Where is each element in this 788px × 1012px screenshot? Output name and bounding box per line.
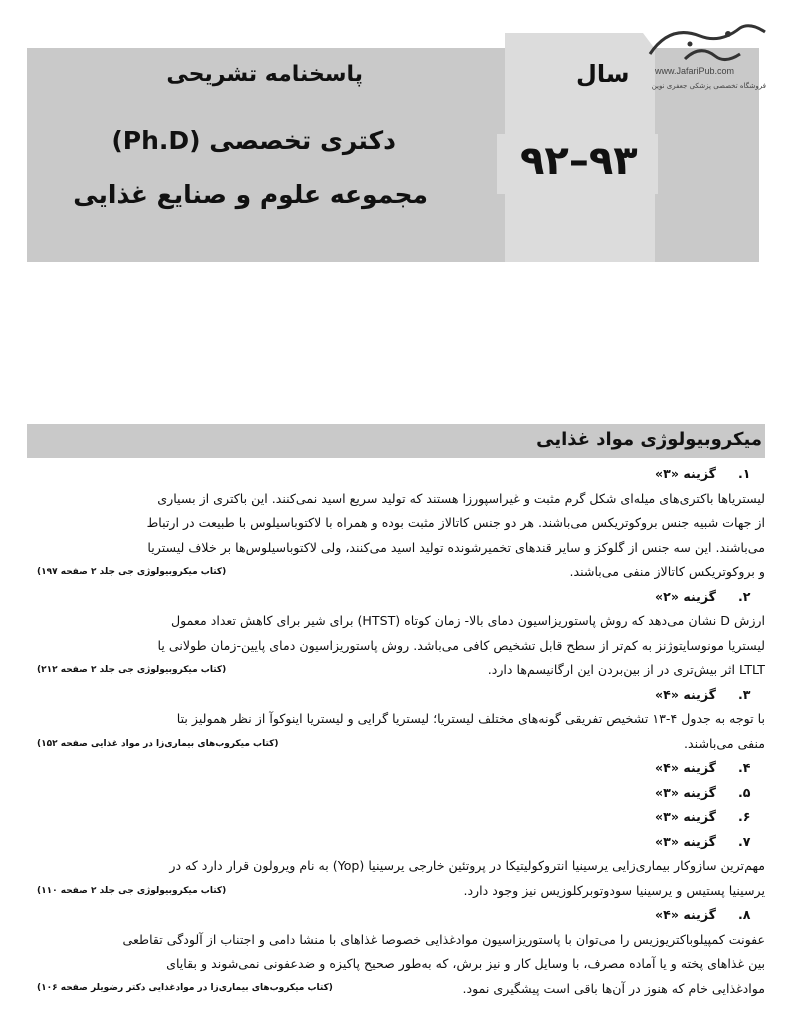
answer-explanation: عفونت کمپیلوباکتریوزیس را می‌توان با پاستوریزاسیون موادغذایی خصوصا غذاهای با منشا دامی و اجتناب از آلودگی تقاطعی بین غذاهای پخته و یا آماده مصرف، با وسایل کار و نیز برش، که به‌طور صحیح پاکیزه و ضدعفونی نمی‌شوند و بقایای موادغذایی خام که هنوز در آن‌ها باقی است پیشگیری نمود. [122,931,765,996]
question-number: .۷ [738,833,751,849]
answer-label: گزینه «۳» [654,466,716,481]
question-number: .۶ [738,809,751,824]
question-7 [37,830,765,904]
field-title: مجموعه علوم و صنایع غذایی [73,180,428,209]
answer-explanation: ارزش D نشان می‌دهد که روش پاستوریزاسیون دمای بالا- زمان کوتاه (HTST) برای شیر برای کاهش تعداد معمول لیستریا مونوسایتوژنز به کم‌تر از سطح قابل تشخیص کافی می‌باشد. روش پاستوریزاسیون دمای پایین-زمان طولانی یا LTLT اثر بیش‌تری در از بین‌بردن این ارگانیسم‌ها دارد. [157,613,765,677]
question-4 [37,756,765,781]
question-number: .۱ [738,466,751,481]
year-label: سال [576,60,630,88]
question-number: .۳ [738,686,751,702]
answer-label: گزینه «۲» [654,588,716,604]
logo-url: www.JafariPub.com [655,66,735,76]
answer-label: گزینه «۴» [654,686,716,702]
book-reference: (کتاب میکروبیولوژی جی جلد ۲ صفحه ۱۱۰) [37,885,227,896]
question-2 [37,585,765,683]
year-value: ۹۲–۹۳ [520,138,638,184]
book-reference: (کتاب میکروبیولوژی جی جلد ۲ صفحه ۱۹۷) [37,567,227,577]
book-reference: (کتاب میکروب‌های بیماری‌زا در موادغذایی دکتر رضویلر صفحه ۱۰۶) [37,983,333,993]
answer-label: گزینه «۳» [654,809,716,824]
section-title: میکروبیولوژی مواد غذایی [536,429,762,450]
answer-label: گزینه «۳» [654,784,716,800]
question-number: .۵ [738,784,751,800]
logo-tagline: فروشگاه تخصصی پزشکی جعفری نوین [651,82,766,90]
question-number: .۸ [738,907,751,922]
question-number: .۲ [738,588,751,604]
question-number: .۴ [738,760,751,775]
question-5 [37,781,765,806]
book-reference: (کتاب میکروب‌های بیماری‌زا در مواد غذایی صفحه ۱۵۲) [37,738,279,749]
answer-label: گزینه «۴» [654,760,716,775]
book-reference: (کتاب میکروبیولوژی جی جلد ۲ صفحه ۲۱۲) [37,664,227,675]
page-title: پاسخنامه تشریحی [166,62,363,87]
degree-title: دکتری تخصصی (Ph.D) [111,126,396,155]
question-3 [37,683,765,757]
answer-explanation: با توجه به جدول ۴-۱۳ تشخیص تفریقی گونه‌های مختلف لیستریا؛ لیستریا گرایی و لیستریا اینوکوآ از نظر همولیز بتا منفی می‌باشند. [176,711,765,751]
question-6 [37,805,765,830]
answer-explanation: لیستریاها باکتری‌های میله‌ای شکل گرم مثبت و غیراسپورزا هستند که تولید سریع اسید نمی‌کنند. این باکتری از بسیاری از جهات شبیه جنس بروکوتریکس می‌باشند. هر دو جنس کاتالاز مثبت بوده و همراه با لاکتوباسیلوس با طبیعت در ارتباط می‌باشند. این سه جنس از گلوکز و سایر قندهای تخمیرشونده تولید اسید می‌کنند، ولی لاکتوباسیلوس‌ها بر خلاف لیستریا و بروکوتریکس کاتالاز منفی می‌باشند. [146,490,765,579]
answer-explanation: مهم‌ترین سازوکار بیماری‌زایی یرسینیا انتروکولیتیکا در پروتئین خارجی یرسینیا (Yop) به نام ویرولون قرار دارد که در یرسینیا پستیس و یرسینیا سودوتوبرکلوزیس نیز وجود دارد. [169,858,765,898]
answer-label: گزینه «۳» [654,833,716,849]
answer-label: گزینه «۴» [654,907,716,922]
question-1 [37,462,765,585]
question-8 [37,903,765,1001]
answers-content [37,462,765,1001]
